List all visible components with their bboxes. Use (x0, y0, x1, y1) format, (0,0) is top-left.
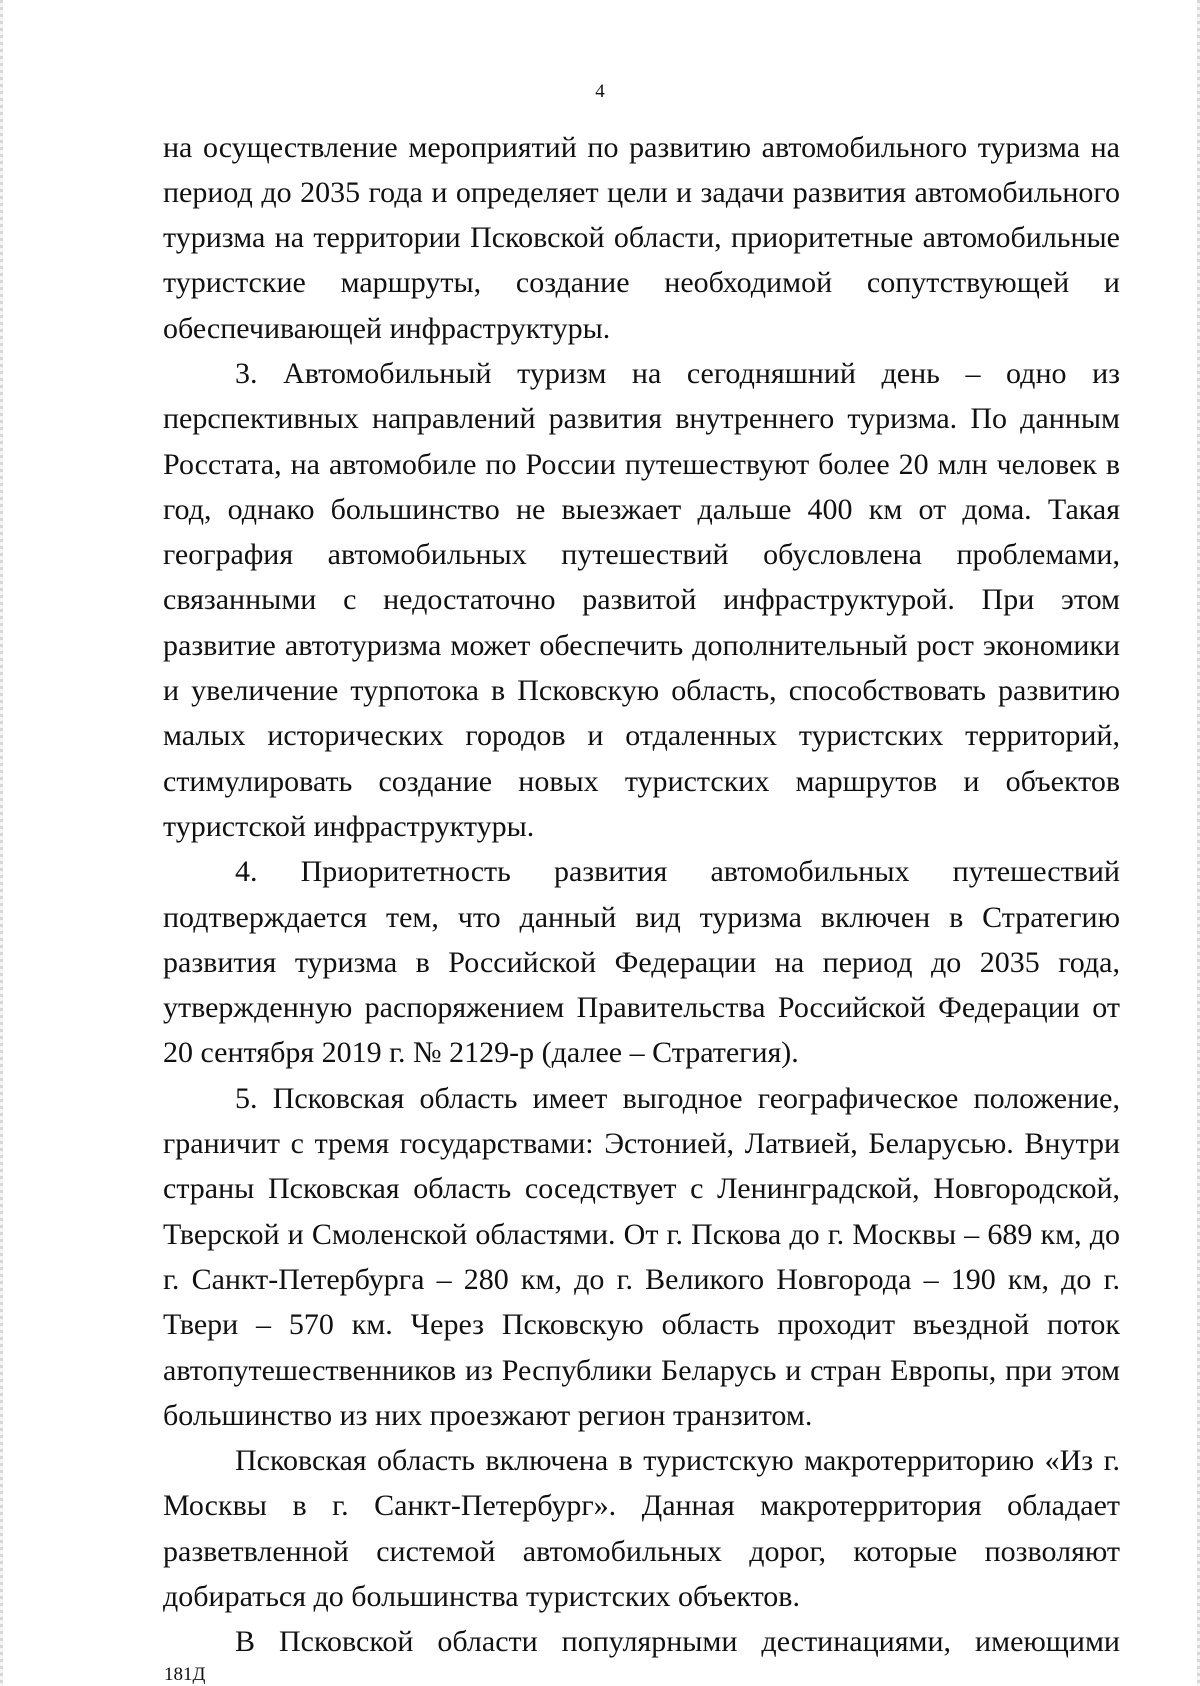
scan-edge-left (0, 0, 3, 1686)
page-number: 4 (595, 81, 605, 102)
paragraph-4-priority: 4. Приоритетность развития автомобильных путешествий подтверждается тем, что данный вид туризма включен в Стратегию развития туризма в Российской Федерации на период до 2035 года, утвержденную распоряжением Правительства Российской Федерации от 20 сентября 2019 г. № 2129-р (далее – Стратегия). (163, 855, 1120, 1070)
paragraph-goals-continuation: на осуществление мероприятий по развитию автомобильного туризма на период до 2035 года и определяет цели и задачи развития автомобильного туризма на территории Псковской области, приоритетные автомобильные туристские маршруты, создание необходимой сопутствующей и обеспечивающей инфраструктуры. (163, 130, 1120, 345)
document-body (163, 125, 1120, 1665)
paragraph-macroterritory: Псковская область включена в туристскую макротерриторию «Из г. Москвы в г. Санкт-Петербург». Данная макротерритория обладает разветвленной системой автомобильных дорог, которые позволяют добираться до большинства туристских объектов. (163, 1444, 1120, 1613)
paragraph-5-geography: 5. Псковская область имеет выгодное географическое положение, граничит с тремя государствами: Эстонией, Латвией, Беларусью. Внутри страны Псковская область соседствует с Ленинградской, Новгородской, Тверской и Смоленской областями. От г. Пскова до г. Москвы – 689 км, до г. Санкт-Петербурга – 280 км, до г. Великого Новгорода – 190 км, до г. Твери – 570 км. Через Псковскую область проходит въездной поток автопутешественников из Республики Беларусь и стран Европы, при этом большинство из них проезжают регион транзитом. (163, 1081, 1120, 1432)
paragraph-destinations-start: В Псковской области популярными дестинациями, имеющими (235, 1625, 1120, 1659)
document-code: 181Д (164, 1664, 206, 1685)
paragraph-3-auto-tourism: 3. Автомобильный туризм на сегодняшний день – одно из перспективных направлений развития внутреннего туризма. По данным Росстата, на автомобиле по России путешествуют более 20 млн человек в год, однако большинство не выезжает дальше 400 км от дома. Такая география автомобильных путешествий обусловлена проблемами, связанными с недостаточно развитой инфраструктурой. При этом развитие автотуризма может обеспечить дополнительный рост экономики и увеличение турпотока в Псковскую область, способствовать развитию малых исторических городов и отдаленных туристских территорий, стимулировать создание новых туристских маршрутов и объектов туристской инфраструктуры. (163, 356, 1120, 843)
